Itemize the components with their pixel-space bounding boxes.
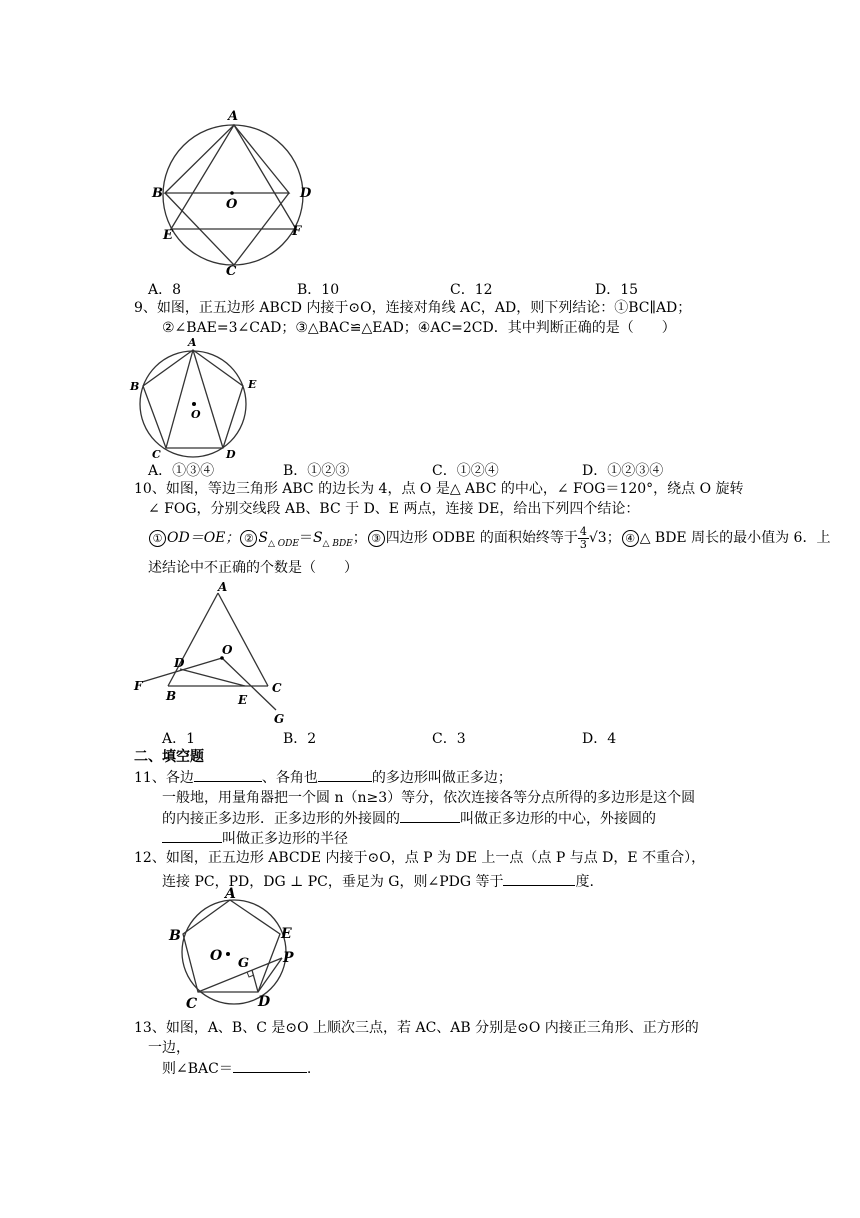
q10-frac-den: 3 — [579, 537, 587, 551]
q8-label-f: F — [292, 224, 302, 239]
q11-blank-2 — [318, 767, 372, 782]
q10-c4-text: △ BDE 周长的最小值为 6．上 — [639, 530, 831, 546]
q11-text-d: 的内接正多边形．正多边形的外接圆的 — [162, 811, 400, 827]
q12-label-g: G — [238, 956, 250, 971]
q12-label-a: A — [225, 886, 236, 902]
q13-line3 — [162, 1058, 311, 1079]
q10-label-d: D — [174, 656, 185, 670]
q10-label-b: B — [166, 689, 177, 703]
q10-option-b: B．2 — [283, 731, 317, 747]
q8-label-a: A — [228, 109, 239, 124]
q10-stem-line1: 10、如图，等边三角形 ABC 的边长为 4，点 O 是△ ABC 的中心，∠ FOG＝120°，绕点 O 旋转 — [134, 481, 744, 497]
q9-option-b: B．①②③ — [283, 463, 350, 479]
q8-label-d: D — [300, 186, 312, 201]
q9-label-e: E — [248, 378, 257, 391]
q10-c1-text: OD＝OE； — [167, 530, 240, 546]
q8-option-b: B．10 — [297, 282, 340, 298]
q10-option-a: A．1 — [162, 731, 196, 747]
q10-c3-text: 四边形 ODBE 的面积始终等于 — [385, 530, 578, 546]
q11-line3 — [162, 808, 656, 829]
q8-option-d: D．15 — [595, 282, 639, 298]
q10-label-c: C — [272, 681, 282, 695]
q11-text-b: 、各角也 — [261, 770, 318, 786]
q12-label-c: C — [186, 996, 198, 1012]
q9-label-d: D — [226, 448, 236, 461]
q8-option-a: A．8 — [148, 282, 182, 298]
q10-fraction — [578, 526, 589, 551]
q10-sqrt: √3 — [588, 530, 607, 546]
q13-line2: 一边， — [148, 1040, 190, 1056]
q8-option-c: C．12 — [450, 282, 493, 298]
q10-option-d: D．4 — [582, 731, 617, 747]
q9-stem-line2: ②∠BAE=3∠CAD；③△BAC≌△EAD；④AC=2CD．其中判断正确的是（ ） — [162, 320, 676, 336]
q11-line2: 一般地，用量角器把一个圆 n（n≥3）等分，依次连接各等分点所得的多边形是这个圆 — [162, 790, 696, 806]
q8-label-c: C — [226, 264, 237, 277]
q12-text-b: 度. — [575, 874, 594, 890]
q10-c3-num: ③ — [368, 530, 385, 547]
q12-label-b: B — [169, 928, 181, 944]
q11-blank-1 — [194, 767, 262, 782]
q12-figure — [166, 886, 306, 1014]
q9-option-a: A．①③④ — [148, 463, 215, 479]
q9-stem-line1: 9、如图，正五边形 ABCD 内接于⊙O，连接对角线 AC，AD，则下列结论：①BC∥AD； — [134, 300, 692, 316]
q10-s1-sub: △ ODE — [268, 538, 299, 549]
q10-label-e: E — [238, 693, 248, 707]
q10-eq: ＝ — [298, 530, 313, 546]
q10-semi2: ； — [606, 530, 621, 546]
q13-text-b: . — [306, 1061, 312, 1077]
q11-text-f: 叫做正多边形的半径 — [222, 831, 348, 847]
q10-figure — [128, 578, 303, 728]
q12-line1: 12、如图，正五边形 ABCDE 内接于⊙O，点 P 为 DE 上一点（点 P 与点 D，E 不重合）， — [134, 850, 706, 866]
q8-label-o: O — [226, 197, 238, 212]
q9-figure — [128, 334, 268, 464]
q13-blank — [233, 1058, 307, 1073]
q11-blank-3 — [400, 808, 460, 823]
q8-figure — [150, 105, 320, 277]
q11-text-e: 叫做正多边形的中心，外接圆的 — [460, 811, 656, 827]
q12-blank — [503, 871, 575, 886]
q10-c1-num: ① — [149, 530, 166, 547]
q9-label-b: B — [130, 380, 140, 393]
q10-label-g: G — [274, 712, 285, 726]
q11-text-c: 的多边形叫做正多边； — [371, 770, 512, 786]
q12-label-o: O — [210, 948, 223, 964]
q11-line4 — [162, 828, 348, 849]
q8-label-b: B — [152, 186, 163, 201]
q11-blank-4 — [162, 828, 222, 843]
q10-stem-line2: ∠ FOG，分别交线段 AB、BC 于 D、E 两点，连接 DE，给出下列四个结论： — [148, 501, 640, 517]
q9-label-c: C — [152, 448, 161, 461]
q11-line1 — [134, 767, 512, 788]
q10-semi: ； — [352, 530, 367, 546]
q9-option-c: C．①②④ — [432, 463, 499, 479]
q12-label-d: D — [258, 994, 271, 1010]
q10-stem-line3 — [148, 525, 830, 557]
q10-s2: S — [312, 530, 323, 546]
q12-text-a: 连接 PC，PD，DG ⊥ PC，垂足为 G，则∠PDG 等于 — [162, 874, 504, 890]
q13-line1: 13、如图，A、B、C 是⊙O 上顺次三点，若 AC、AB 分别是⊙O 内接正三角形、正方形的 — [134, 1020, 699, 1036]
q10-frac-num: 4 — [579, 524, 587, 538]
q10-s1: S — [258, 530, 268, 546]
q10-label-f: F — [134, 679, 143, 693]
q10-option-c: C．3 — [432, 731, 466, 747]
q10-c4-num: ④ — [622, 530, 639, 547]
q10-label-o: O — [222, 643, 233, 657]
q9-label-a: A — [188, 336, 197, 349]
q13-text-a: 则∠BAC＝ — [162, 1061, 233, 1077]
q9-label-o: O — [191, 408, 201, 421]
q10-c2-num: ② — [240, 530, 257, 547]
q10-label-a: A — [218, 580, 228, 594]
q10-stem-line4: 述结论中不正确的个数是（ ） — [148, 560, 358, 576]
q12-label-p: P — [283, 950, 294, 966]
q9-option-d: D．①②③④ — [582, 463, 664, 479]
q12-label-e: E — [281, 926, 292, 942]
q11-text-a: 11、各边 — [134, 770, 194, 786]
section-heading-fill-in: 二、填空题 — [134, 749, 204, 765]
q10-s2-sub: △ BDE — [322, 538, 353, 549]
q8-label-e: E — [163, 228, 173, 243]
